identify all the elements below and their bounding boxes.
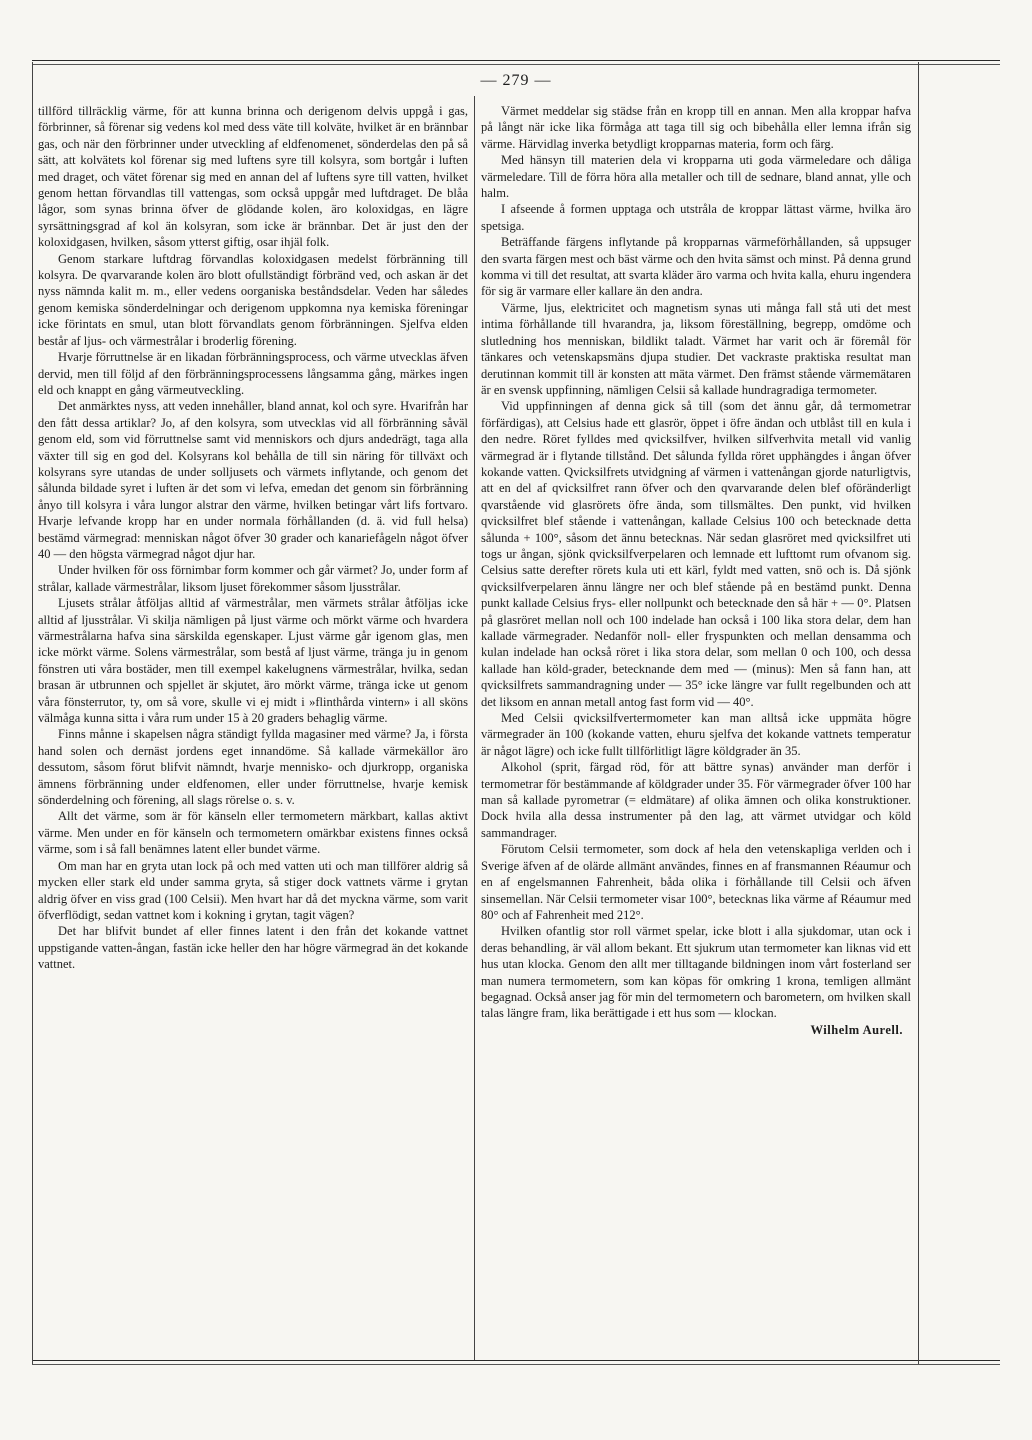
column-divider <box>474 96 475 1360</box>
paragraph: Värmet meddelar sig städse från en kropp till en annan. Men alla kroppar hafva på långt när icke lika förmåga att taga till sig och bibehålla eller lemna ifrån sig värme. Härvidlag inverka betydligt kropparnas materia, form och färg. <box>481 104 911 151</box>
paragraph: Beträffande färgens inflytande på kropparnas värmeförhållanden, så uppsuger den svarta färgen mest och bäst värme och den hvita sämst och minst. På denna grund komma vi till det resultat, att svarta kläder äro varma och hvita kalla, ehuru ingendera för sig är varmare eller kallare än den andra. <box>481 235 911 299</box>
paragraph: Hvarje förruttnelse är en likadan förbränningsprocess, och värme utvecklas äfven dervid, men till följd af den förbränningsprocessens långsamma gång, märkes ingen eld och knappt en gång värmeutveckling. <box>38 350 468 397</box>
paragraph: Genom starkare luftdrag förvandlas koloxidgasen medelst förbränning till kolsyra. De qvarvarande kolen äro blott ofullständigt förbränd ved, och askan är det nyss nämnda kalit m. m., eller vedens oorganiska beståndsdelar. Veden har således genom kemiska sönderdelningar och derigenom uppkomna nya kemiska föreningar icke förintats en smul, utan blott förvandlats genom förbränningen. Sjelfva elden består af ljus- och värmestrålar i broderlig förening. <box>38 251 468 348</box>
bottom-border-rule <box>32 1360 1000 1361</box>
top-border-rule <box>32 60 1000 61</box>
paragraph: Om man har en gryta utan lock på och med vatten uti och man tillförer aldrig så mycken eller stark eld under samma gryta, så stiger dock vattnets värme i grytan aldrig öfver en viss grad (100 Celsii). Men hvart har då det myckna värme, som varit öfverflödigt, sedan vattnet kom i kokning i grytan, tagit vägen? <box>38 858 468 922</box>
paragraph: Allt det värme, som är för känseln eller termometern märkbart, kallas aktivt värme. Men under en för känseln och termometern omärkbar existens finnes också värme, som i så fall benämnes latent eller bundet värme. <box>38 809 468 857</box>
author-signature: Wilhelm Aurell. <box>810 1022 903 1037</box>
paragraph: Alkohol (sprit, färgad röd, för att bättre synas) använder man derför i termometrar för bestämmande af köldgrader under 35. För värmegrader öfver 100 har man så kallade pyrometrar (= eldmätare) af olika ämnen och olika konstruktioner. Dock hvila alla dessa instrumenter på den lag, att värmet utvidgar och köld sammandrager. <box>481 760 911 840</box>
paragraph: Under hvilken för oss förnimbar form kommer och går värmet? Jo, under form af strålar, kallade värmestrålar, liksom ljuset förekommer såsom ljusstrålar. <box>38 563 468 594</box>
paragraph: Det anmärktes nyss, att veden innehåller, bland annat, kol och syre. Hvarifrån har den fått dessa artiklar? Jo, af den kolsyra, som utvecklas vid all förbränning såväl genom eld, som vid förruttnelse samt vid menniskors och djurs andedrägt, taga alla växter till sig en god del. Kolsyrans kol behålla de till sin näring för tillväxt och kolsyrans syre utandas de under solljusets och värmets inflytande, och genom det sålunda bildade syret i luften är det som vi lefva, emedan det genom sin förbränning ånyo till kolsyra i våra lungor alstrar den värme, hvilken betingar vårt lifs fortvaro. Hvarje lefvande kropp har en under normala förhållanden (d. ä. vid full helsa) bestämd värmegrad: menniskan något öfver 30 grader och kanariefågeln något öfver 40 — den högsta värmegrad något djur har. <box>38 399 468 561</box>
right-column <box>481 103 911 1038</box>
paragraph: I afseende å formen upptaga och utstråla de kroppar lättast värme, hvilka äro spetsiga. <box>481 202 911 233</box>
page-number: — 279 — <box>480 72 552 89</box>
paragraph: Med hänsyn till materien dela vi kropparna uti goda värmeledare och dåliga värmeledare. Till de förra höra alla metaller och till de sednare, bland annat, ylle och halm. <box>481 153 911 201</box>
paragraph: Finns månne i skapelsen några ständigt fyllda magasiner med värme? Ja, i första hand solen och dernäst jordens eget innandöme. Så kallade värmekällor äro dessutom, såsom förut blifvit nämndt, hvarje mennisko- och djurkropp, organiska ämnens förbränning under eldfenomen, eller under förruttnelse, hvarje kemisk sönderdelning och förening, all slags rörelse o. s. v. <box>38 727 468 808</box>
paragraph: Ljusets strålar åtföljas alltid af värmestrålar, men värmets strålar åtföljas icke alltid af ljusstrålar. Vi skilja nämligen på ljust värme och mörkt värme och hvardera värmestrålarna hafva sina särskilda egenskaper. Ljust värme går igenom glas, men icke mörkt värme. Solens värmestrålar, som bestå af ljust värme, tränga ju in genom fönstren uti våra bostäder, men till exempel kakelugnens värmestrålar, hvilka, sedan brasan är utbrunnen och spjellet är skjutet, äro mörkt värme, tränga icke ut genom våra fönsterrutor, ty, om så vore, skulle vi ej midt i »flinthårda vintern» i all sköns välmåga kunna sitta i våra rum under 15 à 20 graders behaglig värme. <box>38 596 468 726</box>
paragraph: Värme, ljus, elektricitet och magnetism synas uti många fall stå uti det mest intima förhållande till hvarandra, ja, liksom föreställning, begrepp, omdöme och slutledning hos menniskan, bildlikt taladt. Värmet har varit och är föremål för tänkares och vetenskapsmäns djupa studier. Det vackraste praktiska resultat man derutinnan kommit till är konsten att mäta värmet. Den främst stående värmemätaren är en svensk uppfinning, nämligen Celsii så kallade hundragradiga termometer. <box>481 300 911 397</box>
paragraph: Hvilken ofantlig stor roll värmet spelar, icke blott i alla sjukdomar, utan ock i deras behandling, är väl allom bekant. Ett sjukrum utan termometer kan liknas vid ett hus utan klocka. Genom den allt mer tilltagande bildningen inom vårt fosterland ser man numera termometern, som kan köpas för omkring 1 krona, temligen allmänt begagnad. Också anser jag för min del termometern och barometern, om hvilken skall talas längre fram, lika berättigade i ett hus som — klockan. <box>481 924 911 1021</box>
top-border-rule-inner <box>32 64 1000 65</box>
left-border-rule <box>32 62 33 1364</box>
paragraph: Med Celsii qvicksilfvertermometer kan man alltså icke uppmäta högre värmegrader än 100 (kokande vatten, ehuru sjelfva det kokande vattnets temperatur är något lägre) och icke fullt tillförlitligt lägre köldgrader än 35. <box>481 711 911 758</box>
bottom-border-rule-inner <box>32 1364 1000 1365</box>
left-column <box>38 103 468 973</box>
paragraph: Vid uppfinningen af denna gick så till (som det ännu går, då termometrar förfärdigas), att Celsius hade ett glasrör, öppet i öfre ändan och utblåst till en kula i den nedre. Röret fylldes med qvicksilfver, hvilken silfverhvita metall vid vanlig värmegrad är i flytande tillstånd. Det sålunda fyllda röret upphängdes i ångan öfver kokande vatten. Qvicksilfrets utvidgning af värmen i vattenångan gjorde naturligtvis, att en del af qvicksilfret rann öfver och den qvarvarande delen blef oföränderligt qvarstående vid glasrörets öfre ända, som tillsmältes. Den punkt, vid hvilken qvicksilfret blef stående i vattenångan, kallade Celsius 100 och betecknade detta sålunda + 100°, såsom det ännu betecknas. När sedan glasröret med qvicksilfret uti togs ur ångan, sjönk qvicksilfverpelaren och lemnade ett lufttomt rum ofvanom sig. Celsius satte derefter rörets kula uti ett kärl, fyldt med vatten, snö och is. Då sjönk qvicksilfverpelaren ännu längre ner och blef stående på en bestämd punkt. Denna punkt kallade Celsius frys- eller nollpunkt och betecknade den så här + — 0°. Platsen på glasröret mellan noll och 100 indelade han också i 100 lika stora delar, dem han kallade värmegrader. Nedanför noll- eller fryspunkten och mellan densamma och kulan indelade han också röret i lika stora delar, som mellan 0 och 100, och dessa kallade han köld-grader, betecknande dem med — (minus): Men så fann han, att qvicksilfrets sammandragning under — 35° icke längre var fullt regelbunden och att det liksom en annan metall antog fast form vid — 40°. <box>481 399 911 709</box>
paragraph: tillförd tillräcklig värme, för att kunna brinna och derigenom delvis uppgå i gas, förbrinner, så förenar sig vedens kol med dess väte till kolväte, hvilket är en brännbar gas, och när den förbrinner under utveckling af eldfenomenet, sönderdelas den på så sätt, att kolvätets kol förenar sig med luftens syre till kolsyra, som bortgår i luften med draget, och vätet förenar sig med en annan del af luftens syre till vatten, hvilket genom hettan förvandlas till vattengas, som också uppgår med luftdraget. De blåa lågor, som synas brinna öfver de glödande kolen, äro koloxidgas, en lägre syrsättningsgrad af kol än kolsyran, som icke är brännbar. Det är just den der koloxidgasen, hvilken, såsom ytterst giftig, osar ihjäl folk. <box>38 104 468 250</box>
right-border-rule <box>918 62 919 1364</box>
paragraph: Det har blifvit bundet af eller finnes latent i den från det kokande vattnet uppstigande vatten-ångan, fastän icke heller den har högre värmegrad än det kokande vattnet. <box>38 924 468 972</box>
paragraph: Förutom Celsii termometer, som dock af hela den vetenskapliga verlden och i Sverige äfven af de olärde allmänt användes, finnes en af fransmannen Réaumur och en af engelsmannen Fahrenheit, båda olika i förhållande till Celsii och äfven sinsemellan. När Celsii termometer visar 100°, betecknas lika värme af Réaumur med 80° och af Fahrenheit med 212°. <box>481 842 911 922</box>
